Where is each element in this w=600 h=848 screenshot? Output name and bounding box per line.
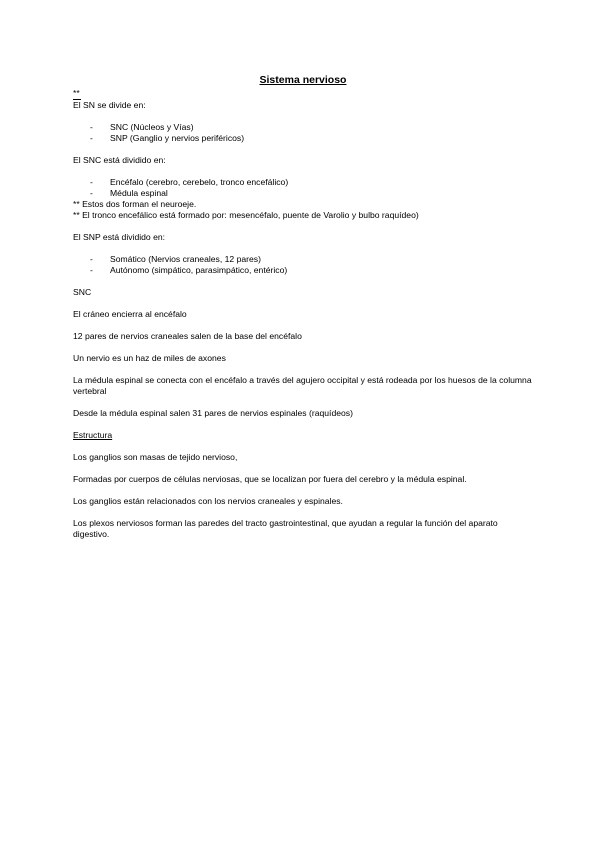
spacer: [73, 144, 533, 155]
intro-marker: **: [73, 88, 80, 98]
list-item-text: Somático (Nervios craneales, 12 pares): [110, 254, 261, 264]
page-title: Sistema nervioso: [259, 74, 347, 86]
spacer: [73, 342, 533, 353]
paragraph-nervios-espinales: Desde la médula espinal salen 31 pares de nervios espinales (raquídeos): [73, 408, 353, 418]
sn-divide-heading-first: El: [73, 100, 81, 110]
spacer: [73, 485, 533, 496]
spacer: [73, 298, 533, 309]
spacer: [73, 166, 533, 177]
spacer: [73, 441, 533, 452]
spacer: [73, 243, 533, 254]
spacer: [73, 320, 533, 331]
list-item: [73, 177, 533, 188]
snp-divide-heading: El SNP está dividido en:: [73, 232, 166, 242]
paragraph-medula-conecta: La médula espinal se conecta con el encéfalo a través del agujero occipital y está rodeada por los huesos de la columna vertebral: [73, 375, 532, 396]
spacer: [73, 397, 533, 408]
spacer: [73, 463, 533, 474]
sn-divide-heading: [73, 99, 533, 111]
bullet-dash: -: [90, 177, 93, 187]
bullet-dash: -: [90, 188, 93, 198]
list-item: [73, 254, 533, 265]
list-item: [73, 122, 533, 133]
spacer: [73, 276, 533, 287]
list-item-text: SNC (Núcleos y Vías): [110, 122, 194, 132]
list-item: [73, 133, 533, 144]
spacer: [73, 507, 533, 518]
paragraph-ganglios-masas: Los ganglios son masas de tejido nervioso,: [73, 452, 238, 462]
paragraph-ganglios-relacionados: Los ganglios están relacionados con los nervios craneales y espinales.: [73, 496, 343, 506]
sn-divide-heading-rest: SN se divide en:: [80, 100, 146, 110]
paragraph-nervio: Un nervio es un haz de miles de axones: [73, 353, 226, 363]
list-item: [73, 265, 533, 276]
sn-divide-list: [73, 122, 533, 144]
section-label-snc: SNC: [73, 287, 92, 297]
spacer: [73, 221, 533, 232]
list-item-text: Médula espinal: [110, 188, 168, 198]
list-item: [73, 188, 533, 199]
snc-divide-heading: El SNC está dividido en:: [73, 155, 166, 165]
spacer: [73, 111, 533, 122]
list-item-text: Encéfalo (cerebro, cerebelo, tronco encefálico): [110, 177, 289, 187]
paragraph-cuerpos-celulas: Formadas por cuerpos de células nerviosas, que se localizan por fuera del cerebro y la médula espinal.: [73, 474, 467, 484]
bullet-dash: -: [90, 254, 93, 264]
paragraph-pares-craneales: 12 pares de nervios craneales salen de la base del encéfalo: [73, 331, 302, 341]
paragraph-plexos: Los plexos nerviosos forman las paredes del tracto gastrointestinal, que ayudan a regular la función del aparato digestivo.: [73, 518, 498, 539]
snp-divide-list: [73, 254, 533, 276]
bullet-dash: -: [90, 265, 93, 275]
snc-note-tronco: ** El tronco encefálico está formado por: mesencéfalo, puente de Varolio y bulbo raquídeo): [73, 210, 419, 220]
bullet-dash: -: [90, 133, 93, 143]
document-body: [73, 74, 533, 540]
estructura-heading: Estructura: [73, 430, 113, 440]
snc-divide-list: [73, 177, 533, 199]
bullet-dash: -: [90, 122, 93, 132]
list-item-text: Autónomo (simpático, parasimpático, entérico): [110, 265, 288, 275]
spacer: [73, 364, 533, 375]
spacer: [73, 419, 533, 430]
snc-note-neuroeje: ** Estos dos forman el neuroeje.: [73, 199, 197, 209]
paragraph-craneo: El cráneo encierra al encéfalo: [73, 309, 187, 319]
list-item-text: SNP (Ganglio y nervios periféricos): [110, 133, 245, 143]
